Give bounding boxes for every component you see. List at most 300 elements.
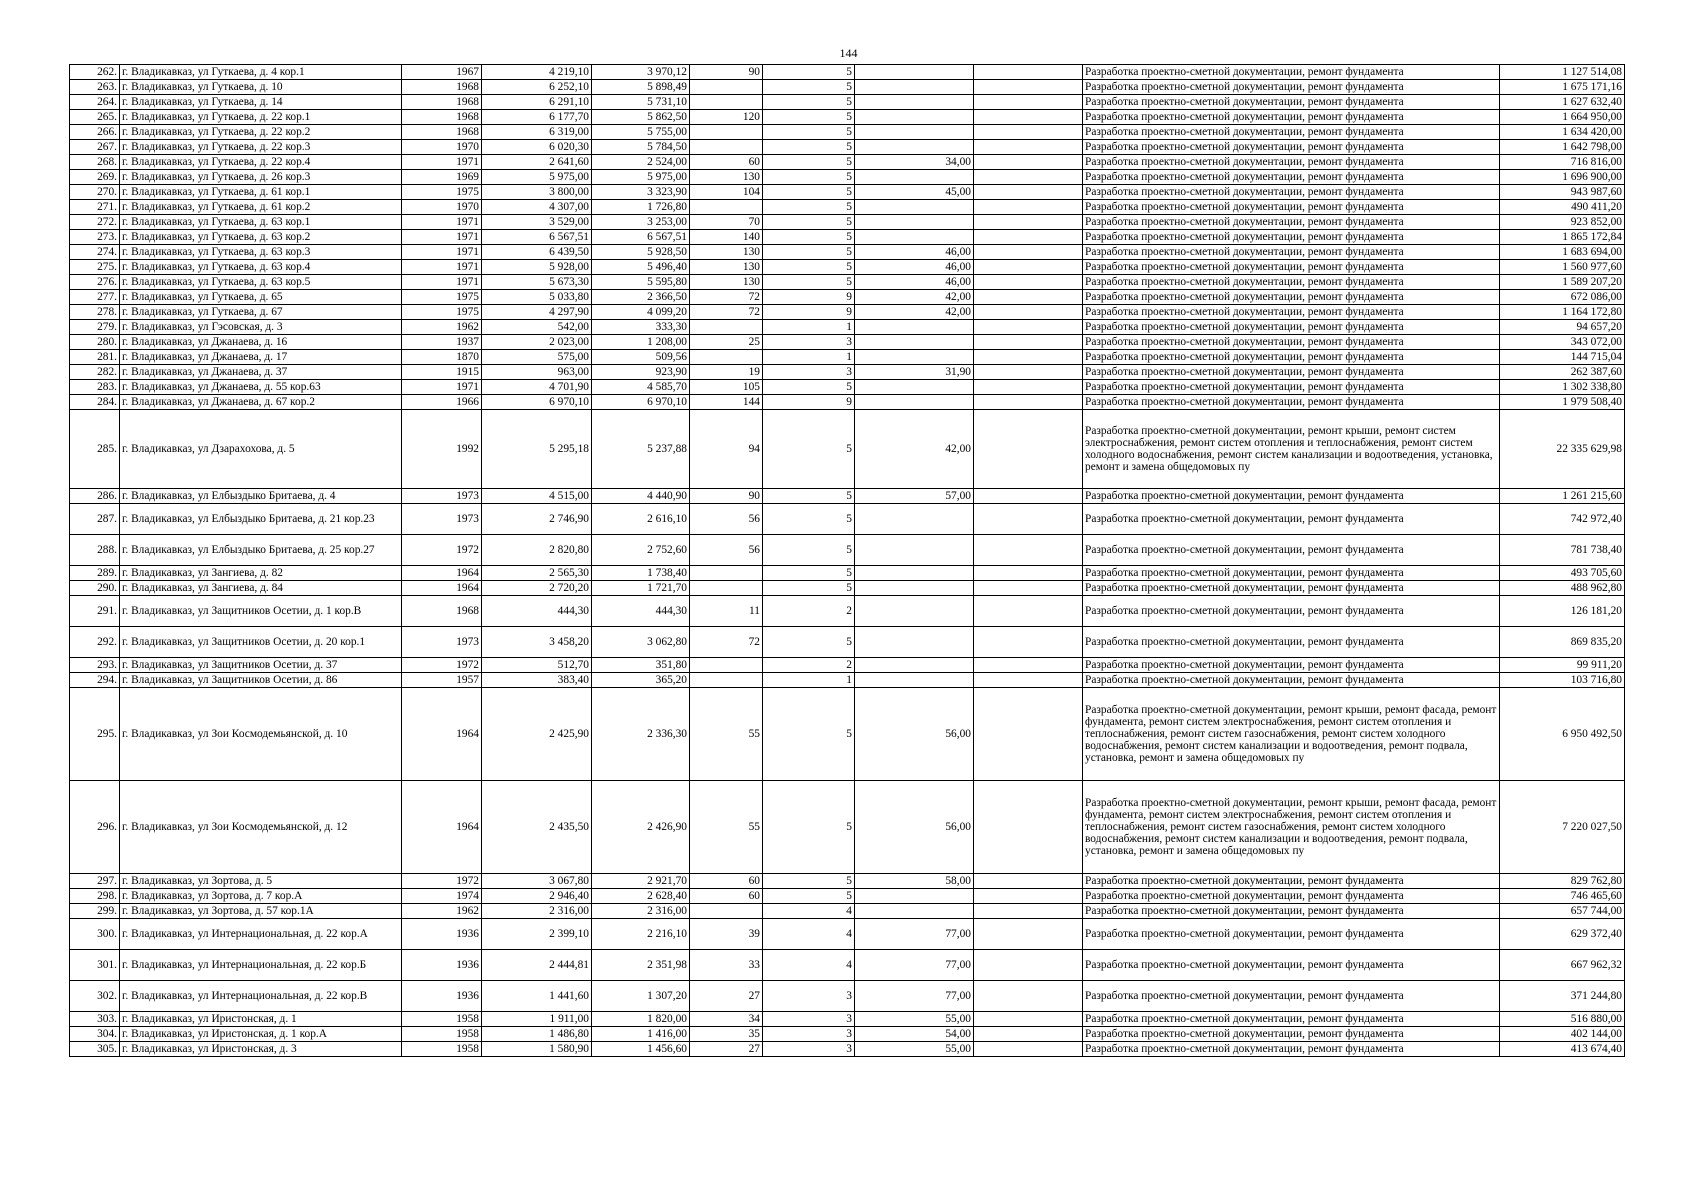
wear-cell (855, 535, 974, 566)
living-area-cell: 1 738,40 (592, 566, 690, 581)
living-area-cell: 5 784,50 (592, 140, 690, 155)
year-cell: 1968 (402, 80, 482, 95)
blank-cell (974, 335, 1083, 350)
living-area-cell: 5 496,40 (592, 260, 690, 275)
residents-cell (690, 320, 763, 335)
address-cell: г. Владикавказ, ул Зангиева, д. 82 (120, 566, 402, 581)
wear-cell: 42,00 (855, 305, 974, 320)
address-cell: г. Владикавказ, ул Джанаева, д. 16 (120, 335, 402, 350)
address-cell: г. Владикавказ, ул Интернациональная, д. 22 кор.В (120, 981, 402, 1012)
works-cell: Разработка проектно-сметной документации, ремонт фундамента (1083, 581, 1500, 596)
residents-cell: 55 (690, 688, 763, 781)
address-cell: г. Владикавказ, ул Зортова, д. 5 (120, 874, 402, 889)
cost-cell: 1 627 632,40 (1500, 95, 1625, 110)
address-cell: г. Владикавказ, ул Зои Космодемьянской, д. 10 (120, 688, 402, 781)
table-row (70, 395, 1625, 410)
total-area-cell: 6 177,70 (482, 110, 592, 125)
blank-cell (974, 125, 1083, 140)
wear-cell (855, 596, 974, 627)
works-cell: Разработка проектно-сметной документации, ремонт фундамента (1083, 504, 1500, 535)
works-cell: Разработка проектно-сметной документации, ремонт фундамента (1083, 627, 1500, 658)
living-area-cell: 3 970,12 (592, 65, 690, 80)
blank-cell (974, 596, 1083, 627)
total-area-cell: 1 486,80 (482, 1027, 592, 1042)
total-area-cell: 2 641,60 (482, 155, 592, 170)
cost-cell: 516 880,00 (1500, 1012, 1625, 1027)
residents-cell (690, 125, 763, 140)
blank-cell (974, 245, 1083, 260)
table-row (70, 889, 1625, 904)
total-area-cell: 2 023,00 (482, 335, 592, 350)
residents-cell (690, 350, 763, 365)
works-cell: Разработка проектно-сметной документации, ремонт крыши, ремонт фасада, ремонт фундамента, ремонт систем электроснабжения, ремонт систем отопления и теплоснабжения, ремонт систем газоснабжения, ремонт систем холодного водоснабжения, ремонт систем канализации и водоотведения, ремонт подвала, установка, ремонт и замена общедомовых пу (1083, 688, 1500, 781)
wear-cell (855, 200, 974, 215)
row-number-cell: 285. (70, 410, 120, 489)
address-cell: г. Владикавказ, ул Защитников Осетии, д. 1 кор.В (120, 596, 402, 627)
cost-cell: 1 979 508,40 (1500, 395, 1625, 410)
total-area-cell: 6 970,10 (482, 395, 592, 410)
residents-cell: 55 (690, 781, 763, 874)
total-area-cell: 4 701,90 (482, 380, 592, 395)
wear-cell (855, 380, 974, 395)
cost-cell: 1 642 798,00 (1500, 140, 1625, 155)
cost-cell: 943 987,60 (1500, 185, 1625, 200)
year-cell: 1971 (402, 230, 482, 245)
residents-cell: 130 (690, 245, 763, 260)
table-row (70, 185, 1625, 200)
blank-cell (974, 904, 1083, 919)
works-cell: Разработка проектно-сметной документации, ремонт фундамента (1083, 320, 1500, 335)
residents-cell: 70 (690, 215, 763, 230)
year-cell: 1971 (402, 155, 482, 170)
living-area-cell: 5 975,00 (592, 170, 690, 185)
address-cell: г. Владикавказ, ул Гуткаева, д. 22 кор.3 (120, 140, 402, 155)
wear-cell (855, 889, 974, 904)
floors-cell: 5 (763, 125, 855, 140)
year-cell: 1971 (402, 275, 482, 290)
year-cell: 1971 (402, 260, 482, 275)
address-cell: г. Владикавказ, ул Защитников Осетии, д. 20 кор.1 (120, 627, 402, 658)
row-number-cell: 263. (70, 80, 120, 95)
blank-cell (974, 95, 1083, 110)
residents-cell (690, 95, 763, 110)
residents-cell: 60 (690, 155, 763, 170)
floors-cell: 5 (763, 410, 855, 489)
table-row (70, 95, 1625, 110)
works-cell: Разработка проектно-сметной документации, ремонт фундамента (1083, 566, 1500, 581)
total-area-cell: 2 720,20 (482, 581, 592, 596)
total-area-cell: 3 067,80 (482, 874, 592, 889)
works-cell: Разработка проектно-сметной документации, ремонт фундамента (1083, 889, 1500, 904)
year-cell: 1967 (402, 65, 482, 80)
total-area-cell: 1 580,90 (482, 1042, 592, 1057)
blank-cell (974, 981, 1083, 1012)
year-cell: 1958 (402, 1042, 482, 1057)
living-area-cell: 6 970,10 (592, 395, 690, 410)
row-number-cell: 296. (70, 781, 120, 874)
residents-cell (690, 200, 763, 215)
table-row (70, 365, 1625, 380)
row-number-cell: 295. (70, 688, 120, 781)
cost-cell: 1 589 207,20 (1500, 275, 1625, 290)
residents-cell: 35 (690, 1027, 763, 1042)
address-cell: г. Владикавказ, ул Иристонская, д. 3 (120, 1042, 402, 1057)
total-area-cell: 542,00 (482, 320, 592, 335)
address-cell: г. Владикавказ, ул Джанаева, д. 67 кор.2 (120, 395, 402, 410)
blank-cell (974, 504, 1083, 535)
wear-cell (855, 627, 974, 658)
blank-cell (974, 1042, 1083, 1057)
year-cell: 1936 (402, 919, 482, 950)
residents-cell: 94 (690, 410, 763, 489)
works-cell: Разработка проектно-сметной документации, ремонт крыши, ремонт фасада, ремонт фундамента, ремонт систем электроснабжения, ремонт систем отопления и теплоснабжения, ремонт систем газоснабжения, ремонт систем холодного водоснабжения, ремонт систем канализации и водоотведения, ремонт подвала, установка, ремонт и замена общедомовых пу (1083, 781, 1500, 874)
total-area-cell: 2 444,81 (482, 950, 592, 981)
year-cell: 1957 (402, 673, 482, 688)
residents-cell: 90 (690, 489, 763, 504)
table-row (70, 673, 1625, 688)
living-area-cell: 2 426,90 (592, 781, 690, 874)
wear-cell: 57,00 (855, 489, 974, 504)
floors-cell: 2 (763, 658, 855, 673)
residents-cell: 27 (690, 981, 763, 1012)
address-cell: г. Владикавказ, ул Гуткаева, д. 22 кор.4 (120, 155, 402, 170)
floors-cell: 5 (763, 80, 855, 95)
total-area-cell: 5 975,00 (482, 170, 592, 185)
wear-cell (855, 230, 974, 245)
residents-cell (690, 140, 763, 155)
floors-cell: 5 (763, 200, 855, 215)
wear-cell (855, 140, 974, 155)
address-cell: г. Владикавказ, ул Гуткаева, д. 26 кор.3 (120, 170, 402, 185)
living-area-cell: 1 726,80 (592, 200, 690, 215)
row-number-cell: 287. (70, 504, 120, 535)
cost-cell: 1 675 171,16 (1500, 80, 1625, 95)
cost-cell: 488 962,80 (1500, 581, 1625, 596)
residents-cell: 130 (690, 260, 763, 275)
year-cell: 1870 (402, 350, 482, 365)
living-area-cell: 6 567,51 (592, 230, 690, 245)
floors-cell: 5 (763, 65, 855, 80)
cost-cell: 1 164 172,80 (1500, 305, 1625, 320)
works-cell: Разработка проектно-сметной документации, ремонт фундамента (1083, 215, 1500, 230)
row-number-cell: 284. (70, 395, 120, 410)
cost-cell: 1 261 215,60 (1500, 489, 1625, 504)
table-row (70, 170, 1625, 185)
total-area-cell: 2 565,30 (482, 566, 592, 581)
address-cell: г. Владикавказ, ул Гуткаева, д. 22 кор.2 (120, 125, 402, 140)
table-row (70, 230, 1625, 245)
living-area-cell: 5 755,00 (592, 125, 690, 140)
residents-cell: 56 (690, 535, 763, 566)
blank-cell (974, 1012, 1083, 1027)
table-row (70, 140, 1625, 155)
living-area-cell: 1 456,60 (592, 1042, 690, 1057)
floors-cell: 5 (763, 627, 855, 658)
row-number-cell: 268. (70, 155, 120, 170)
living-area-cell: 2 752,60 (592, 535, 690, 566)
address-cell: г. Владикавказ, ул Защитников Осетии, д. 37 (120, 658, 402, 673)
address-cell: г. Владикавказ, ул Гуткаева, д. 67 (120, 305, 402, 320)
wear-cell: 46,00 (855, 245, 974, 260)
works-cell: Разработка проектно-сметной документации, ремонт фундамента (1083, 350, 1500, 365)
total-area-cell: 6 439,50 (482, 245, 592, 260)
year-cell: 1975 (402, 290, 482, 305)
table-row (70, 305, 1625, 320)
total-area-cell: 3 800,00 (482, 185, 592, 200)
row-number-cell: 279. (70, 320, 120, 335)
year-cell: 1972 (402, 535, 482, 566)
works-cell: Разработка проектно-сметной документации, ремонт фундамента (1083, 260, 1500, 275)
year-cell: 1958 (402, 1027, 482, 1042)
residents-cell (690, 673, 763, 688)
wear-cell (855, 904, 974, 919)
cost-cell: 490 411,20 (1500, 200, 1625, 215)
year-cell: 1962 (402, 320, 482, 335)
works-cell: Разработка проектно-сметной документации, ремонт фундамента (1083, 380, 1500, 395)
wear-cell (855, 504, 974, 535)
living-area-cell: 923,90 (592, 365, 690, 380)
year-cell: 1973 (402, 489, 482, 504)
table-row (70, 981, 1625, 1012)
total-area-cell: 2 820,80 (482, 535, 592, 566)
cost-cell: 94 657,20 (1500, 320, 1625, 335)
address-cell: г. Владикавказ, ул Иристонская, д. 1 (120, 1012, 402, 1027)
blank-cell (974, 305, 1083, 320)
floors-cell: 3 (763, 365, 855, 380)
table-row (70, 275, 1625, 290)
row-number-cell: 276. (70, 275, 120, 290)
cost-cell: 343 072,00 (1500, 335, 1625, 350)
total-area-cell: 3 458,20 (482, 627, 592, 658)
floors-cell: 5 (763, 260, 855, 275)
total-area-cell: 4 297,90 (482, 305, 592, 320)
page-number: 144 (839, 46, 858, 60)
year-cell: 1971 (402, 380, 482, 395)
year-cell: 1958 (402, 1012, 482, 1027)
table-row (70, 504, 1625, 535)
cost-cell: 1 302 338,80 (1500, 380, 1625, 395)
wear-cell: 77,00 (855, 919, 974, 950)
wear-cell: 46,00 (855, 260, 974, 275)
year-cell: 1962 (402, 904, 482, 919)
cost-cell: 629 372,40 (1500, 919, 1625, 950)
blank-cell (974, 65, 1083, 80)
wear-cell (855, 65, 974, 80)
floors-cell: 5 (763, 140, 855, 155)
table-row (70, 688, 1625, 781)
works-cell: Разработка проектно-сметной документации, ремонт фундамента (1083, 535, 1500, 566)
residents-cell (690, 904, 763, 919)
table-row (70, 65, 1625, 80)
address-cell: г. Владикавказ, ул Гуткаева, д. 10 (120, 80, 402, 95)
blank-cell (974, 80, 1083, 95)
floors-cell: 9 (763, 290, 855, 305)
floors-cell: 5 (763, 489, 855, 504)
living-area-cell: 5 595,80 (592, 275, 690, 290)
blank-cell (974, 200, 1083, 215)
address-cell: г. Владикавказ, ул Зортова, д. 7 кор.А (120, 889, 402, 904)
year-cell: 1936 (402, 950, 482, 981)
wear-cell (855, 95, 974, 110)
year-cell: 1964 (402, 581, 482, 596)
living-area-cell: 3 323,90 (592, 185, 690, 200)
floors-cell: 5 (763, 781, 855, 874)
works-cell: Разработка проектно-сметной документации, ремонт фундамента (1083, 200, 1500, 215)
total-area-cell: 4 515,00 (482, 489, 592, 504)
cost-cell: 923 852,00 (1500, 215, 1625, 230)
blank-cell (974, 889, 1083, 904)
floors-cell: 5 (763, 380, 855, 395)
wear-cell: 45,00 (855, 185, 974, 200)
table-row (70, 489, 1625, 504)
living-area-cell: 5 237,88 (592, 410, 690, 489)
living-area-cell: 2 216,10 (592, 919, 690, 950)
cost-cell: 99 911,20 (1500, 658, 1625, 673)
residents-cell: 105 (690, 380, 763, 395)
works-cell: Разработка проектно-сметной документации, ремонт фундамента (1083, 658, 1500, 673)
row-number-cell: 288. (70, 535, 120, 566)
works-cell: Разработка проектно-сметной документации, ремонт фундамента (1083, 919, 1500, 950)
blank-cell (974, 781, 1083, 874)
address-cell: г. Владикавказ, ул Елбыздыко Бритаева, д. 4 (120, 489, 402, 504)
row-number-cell: 275. (70, 260, 120, 275)
year-cell: 1964 (402, 781, 482, 874)
cost-cell: 144 715,04 (1500, 350, 1625, 365)
row-number-cell: 267. (70, 140, 120, 155)
floors-cell: 5 (763, 155, 855, 170)
total-area-cell: 6 291,10 (482, 95, 592, 110)
wear-cell: 55,00 (855, 1012, 974, 1027)
total-area-cell: 963,00 (482, 365, 592, 380)
works-cell: Разработка проектно-сметной документации, ремонт фундамента (1083, 110, 1500, 125)
total-area-cell: 4 219,10 (482, 65, 592, 80)
wear-cell (855, 125, 974, 140)
total-area-cell: 2 425,90 (482, 688, 592, 781)
row-number-cell: 301. (70, 950, 120, 981)
blank-cell (974, 290, 1083, 305)
living-area-cell: 5 862,50 (592, 110, 690, 125)
blank-cell (974, 950, 1083, 981)
residents-cell: 19 (690, 365, 763, 380)
floors-cell: 4 (763, 919, 855, 950)
residents-cell: 60 (690, 874, 763, 889)
cost-cell: 1 560 977,60 (1500, 260, 1625, 275)
works-cell: Разработка проектно-сметной документации, ремонт фундамента (1083, 125, 1500, 140)
works-cell: Разработка проектно-сметной документации, ремонт фундамента (1083, 874, 1500, 889)
living-area-cell: 1 820,00 (592, 1012, 690, 1027)
address-cell: г. Владикавказ, ул Зои Космодемьянской, д. 12 (120, 781, 402, 874)
year-cell: 1968 (402, 95, 482, 110)
year-cell: 1966 (402, 395, 482, 410)
cost-cell: 7 220 027,50 (1500, 781, 1625, 874)
address-cell: г. Владикавказ, ул Зортова, д. 57 кор.1А (120, 904, 402, 919)
blank-cell (974, 566, 1083, 581)
living-area-cell: 5 898,49 (592, 80, 690, 95)
floors-cell: 9 (763, 395, 855, 410)
residents-cell (690, 581, 763, 596)
total-area-cell: 6 567,51 (482, 230, 592, 245)
floors-cell: 3 (763, 1027, 855, 1042)
cost-cell: 672 086,00 (1500, 290, 1625, 305)
address-cell: г. Владикавказ, ул Гуткаева, д. 4 кор.1 (120, 65, 402, 80)
cost-cell: 402 144,00 (1500, 1027, 1625, 1042)
residents-cell: 72 (690, 305, 763, 320)
works-cell: Разработка проектно-сметной документации, ремонт фундамента (1083, 335, 1500, 350)
floors-cell: 3 (763, 1042, 855, 1057)
blank-cell (974, 260, 1083, 275)
blank-cell (974, 110, 1083, 125)
living-area-cell: 4 440,90 (592, 489, 690, 504)
cost-cell: 667 962,32 (1500, 950, 1625, 981)
year-cell: 1968 (402, 125, 482, 140)
living-area-cell: 2 616,10 (592, 504, 690, 535)
year-cell: 1973 (402, 627, 482, 658)
cost-cell: 1 696 900,00 (1500, 170, 1625, 185)
residents-cell: 25 (690, 335, 763, 350)
works-cell: Разработка проектно-сметной документации, ремонт крыши, ремонт систем электроснабжения, ремонт систем отопления и теплоснабжения, ремонт систем холодного водоснабжения, ремонт систем канализации и водоотведения, установка, ремонт и замена общедомовых пу (1083, 410, 1500, 489)
total-area-cell: 575,00 (482, 350, 592, 365)
living-area-cell: 5 731,10 (592, 95, 690, 110)
total-area-cell: 6 319,00 (482, 125, 592, 140)
works-cell: Разработка проектно-сметной документации, ремонт фундамента (1083, 365, 1500, 380)
address-cell: г. Владикавказ, ул Иристонская, д. 1 кор.А (120, 1027, 402, 1042)
year-cell: 1915 (402, 365, 482, 380)
table-row (70, 596, 1625, 627)
blank-cell (974, 275, 1083, 290)
year-cell: 1975 (402, 185, 482, 200)
residents-cell (690, 566, 763, 581)
living-area-cell: 5 928,50 (592, 245, 690, 260)
blank-cell (974, 185, 1083, 200)
address-cell: г. Владикавказ, ул Гуткаева, д. 63 кор.2 (120, 230, 402, 245)
floors-cell: 5 (763, 688, 855, 781)
row-number-cell: 281. (70, 350, 120, 365)
residents-cell: 120 (690, 110, 763, 125)
works-cell: Разработка проектно-сметной документации, ремонт фундамента (1083, 185, 1500, 200)
wear-cell: 42,00 (855, 290, 974, 305)
row-number-cell: 274. (70, 245, 120, 260)
table-row (70, 1027, 1625, 1042)
residents-cell: 60 (690, 889, 763, 904)
row-number-cell: 300. (70, 919, 120, 950)
row-number-cell: 298. (70, 889, 120, 904)
residents-cell: 90 (690, 65, 763, 80)
row-number-cell: 290. (70, 581, 120, 596)
row-number-cell: 305. (70, 1042, 120, 1057)
row-number-cell: 289. (70, 566, 120, 581)
table-row (70, 874, 1625, 889)
cost-cell: 742 972,40 (1500, 504, 1625, 535)
living-area-cell: 1 721,70 (592, 581, 690, 596)
table-row (70, 200, 1625, 215)
table-row (70, 335, 1625, 350)
residents-cell: 11 (690, 596, 763, 627)
year-cell: 1968 (402, 596, 482, 627)
wear-cell (855, 80, 974, 95)
row-number-cell: 293. (70, 658, 120, 673)
wear-cell: 31,90 (855, 365, 974, 380)
total-area-cell: 5 673,30 (482, 275, 592, 290)
registry-body (70, 65, 1625, 1057)
works-cell: Разработка проектно-сметной документации, ремонт фундамента (1083, 95, 1500, 110)
blank-cell (974, 380, 1083, 395)
year-cell: 1964 (402, 688, 482, 781)
blank-cell (974, 688, 1083, 781)
row-number-cell: 299. (70, 904, 120, 919)
table-row (70, 155, 1625, 170)
table-row (70, 566, 1625, 581)
blank-cell (974, 215, 1083, 230)
